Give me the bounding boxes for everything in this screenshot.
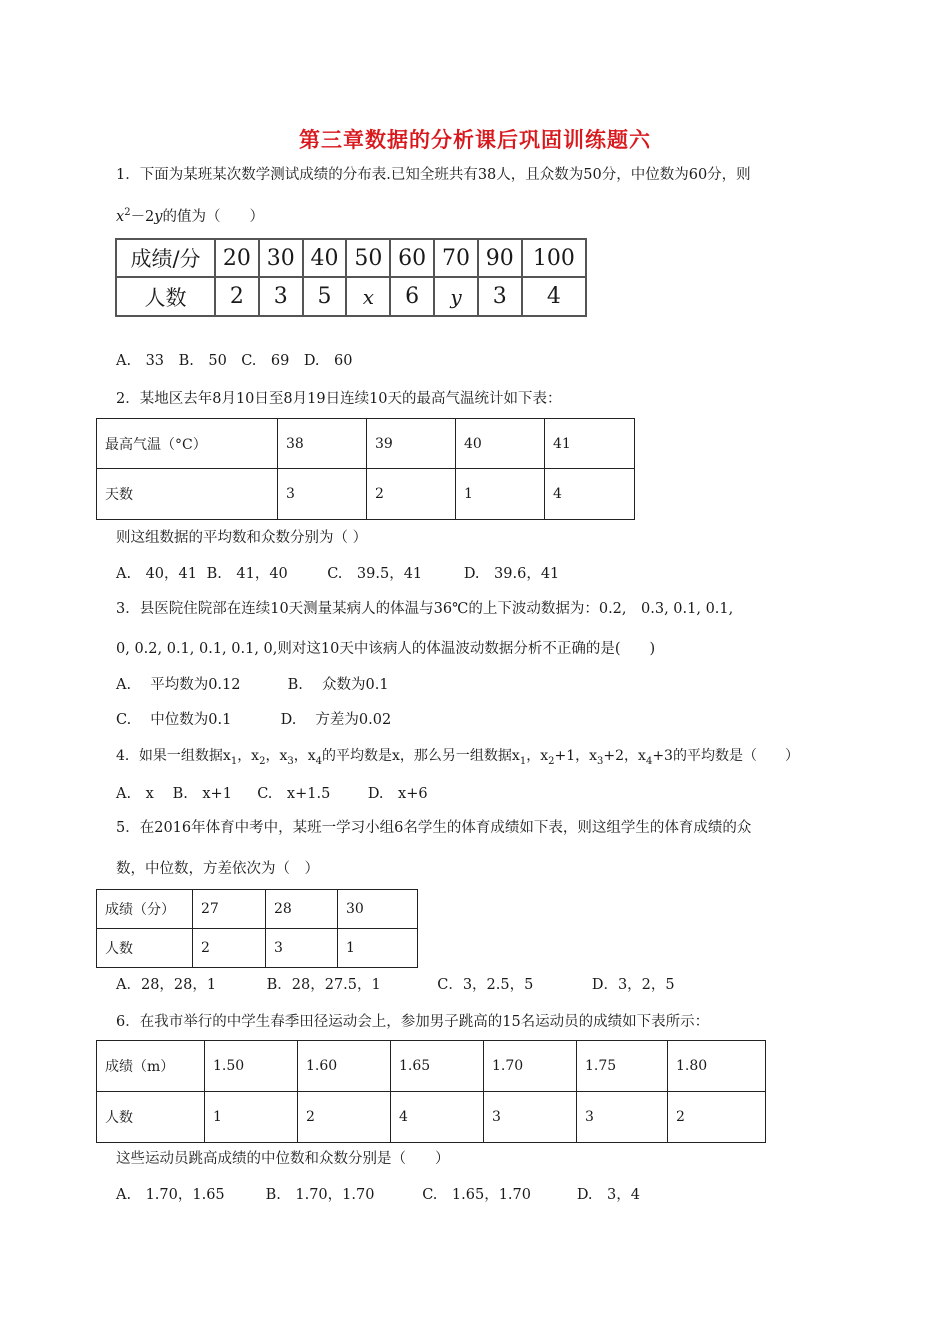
q1-option-c[interactable]: C. 69 (241, 353, 290, 369)
q4-option-c[interactable]: C. x+1.5 (257, 786, 331, 802)
table-cell: 28 (266, 890, 338, 929)
table-cell: 4 (391, 1092, 484, 1143)
table-cell: 成绩/分 (116, 239, 215, 277)
table-cell: 1 (205, 1092, 298, 1143)
q6-option-a[interactable]: A. 1.70，1.65 (116, 1187, 225, 1203)
q2-stem: 2．某地区去年8月10日至8月19日连续10天的最高气温统计如下表： (116, 391, 562, 407)
q1-option-a[interactable]: A. 33 (116, 353, 165, 369)
q4-sub: 1 (230, 755, 238, 767)
table-cell: 3 (577, 1092, 668, 1143)
q4-sub: 4 (645, 755, 653, 767)
q6-option-c[interactable]: C. 1.65，1.70 (422, 1187, 531, 1203)
q6-highjump-table (96, 1040, 766, 1143)
q6-option-d[interactable]: D. 3，4 (576, 1187, 640, 1203)
q1-score-table (115, 238, 587, 317)
table-cell: 40 (456, 419, 545, 469)
q1-option-d[interactable]: D. 60 (303, 353, 353, 369)
table-cell: 6 (390, 277, 434, 316)
q5-option-b[interactable]: B．28，27.5，1 (266, 977, 381, 993)
q2-option-c[interactable]: C. 39.5，41 (327, 566, 423, 582)
q4-text: +1，x (554, 748, 598, 764)
q2-options (116, 562, 559, 583)
q5-option-c[interactable]: C．3，2.5，5 (437, 977, 534, 993)
q4-stem (116, 745, 799, 767)
q1-expr-sup: 2 (124, 207, 131, 219)
q2-question: 则这组数据的平均数和众数分别为（ ） (116, 530, 368, 546)
q2-option-d[interactable]: D. 39.6，41 (463, 566, 560, 582)
q2-option-a[interactable]: A. 40，41 (116, 566, 197, 582)
q4-text: ，x (293, 748, 316, 764)
q3-option-d[interactable]: D. 方差为0.02 (280, 712, 392, 728)
q3-option-b[interactable]: B. 众数为0.1 (287, 677, 389, 693)
table-cell: 4 (545, 469, 635, 520)
q5-option-d[interactable]: D．3，2，5 (591, 977, 675, 993)
table-cell: 30 (259, 239, 303, 277)
q5-score-table (96, 889, 418, 968)
q1-stem-line2 (116, 205, 264, 226)
table-cell: 1.70 (484, 1041, 577, 1092)
table-cell: 成绩（分） (97, 890, 193, 929)
table-cell: 3 (484, 1092, 577, 1143)
table-cell: 人数 (116, 277, 215, 316)
q1-stem-line1: 1．下面为某班某次数学测试成绩的分布表.已知全班共有38人，且众数为50分，中位数为60分，则 (116, 167, 751, 183)
table-cell: 100 (522, 239, 586, 277)
table-cell: 3 (478, 277, 522, 316)
q3-stem-line2: 0, 0.2, 0.1, 0.1, 0.1, 0,则对这10天中该病人的体温波动数据分析不正确的是( ) (116, 641, 656, 657)
table-cell: 5 (303, 277, 347, 316)
table-cell: 1.50 (205, 1041, 298, 1092)
q4-sub: 2 (548, 755, 555, 767)
table-cell: 30 (338, 890, 418, 929)
q4-text: ，x (526, 748, 549, 764)
table-cell: 1.65 (391, 1041, 484, 1092)
table-cell: 70 (434, 239, 478, 277)
q3-options-row1 (116, 673, 389, 694)
table-cell: 人数 (97, 1092, 205, 1143)
q5-options (116, 973, 675, 994)
q4-text: ，x (265, 748, 288, 764)
table-cell: 90 (478, 239, 522, 277)
q4-sub: 4 (315, 755, 323, 767)
table-cell: 1.75 (577, 1041, 668, 1092)
table-cell: 1 (338, 929, 418, 968)
q4-text: +2，x (603, 748, 646, 764)
table-cell: 60 (390, 239, 434, 277)
table-cell: 27 (193, 890, 266, 929)
table-cell: 最高气温（°C） (97, 419, 278, 469)
table-cell: 2 (367, 469, 456, 520)
q4-text: 的平均数是x，那么另一组数据x (322, 748, 520, 764)
table-cell: 2 (668, 1092, 766, 1143)
table-cell: 3 (266, 929, 338, 968)
q3-stem-line1: 3．县医院住院部在连续10天测量某病人的体温与36℃的上下波动数据为：0.2, 0.3, 0.1, 0.1, (116, 601, 734, 617)
table-cell: 2 (193, 929, 266, 968)
q1-option-b[interactable]: B. 50 (178, 353, 227, 369)
q1-expr-tail: 的值为（ ） (162, 209, 264, 225)
q3-option-a[interactable]: A. 平均数为0.12 (116, 677, 241, 693)
q4-text: +3的平均数是（ ） (652, 748, 799, 764)
q5-option-a[interactable]: A．28，28，1 (116, 977, 217, 993)
q3-options-row2 (116, 708, 391, 729)
table-cell: 1.80 (668, 1041, 766, 1092)
table-cell: 3 (259, 277, 303, 316)
table-cell: 天数 (97, 469, 278, 520)
table-cell: 1 (456, 469, 545, 520)
q4-text: 4．如果一组数据x (116, 748, 231, 764)
q2-option-b[interactable]: B. 41，40 (206, 566, 288, 582)
q5-stem-line2: 数，中位数，方差依次为（ ） (116, 861, 319, 877)
q6-stem: 6．在我市举行的中学生春季田径运动会上，参加男子跳高的15名运动员的成绩如下表所示： (116, 1014, 710, 1030)
table-cell: 4 (522, 277, 586, 316)
q5-stem-line1: 5．在2016年体育中考中，某班一学习小组6名学生的体育成绩如下表，则这组学生的体育成绩的众 (116, 820, 752, 836)
q2-temperature-table (96, 418, 635, 520)
table-cell: 成绩（m） (97, 1041, 205, 1092)
table-cell: 41 (545, 419, 635, 469)
q4-option-b[interactable]: B. x+1 (172, 786, 232, 802)
q4-sub: 1 (519, 755, 527, 767)
q6-question: 这些运动员跳高成绩的中位数和众数分别是（ ） (116, 1151, 450, 1167)
table-cell: 1.60 (298, 1041, 391, 1092)
table-cell: 2 (298, 1092, 391, 1143)
q1-expr-y: y (154, 209, 163, 225)
q3-option-c[interactable]: C. 中位数为0.1 (116, 712, 232, 728)
table-cell: 38 (278, 419, 367, 469)
q4-option-d[interactable]: D. x+6 (367, 786, 428, 802)
table-cell: x (346, 277, 390, 316)
table-cell: y (434, 277, 478, 316)
table-cell: 20 (215, 239, 259, 277)
table-cell: 39 (367, 419, 456, 469)
q4-option-a[interactable]: A. x (116, 786, 154, 802)
q4-sub: 3 (287, 755, 294, 767)
q6-options (116, 1183, 640, 1204)
q6-option-b[interactable]: B. 1.70，1.70 (265, 1187, 375, 1203)
q1-expr-x: x (116, 209, 125, 225)
q4-options (116, 782, 428, 803)
q4-sub: 3 (597, 755, 604, 767)
q4-sub: 2 (259, 755, 266, 767)
table-cell: 3 (278, 469, 367, 520)
q1-expr-mid: －2 (130, 209, 155, 225)
page-title: 第三章数据的分析课后巩固训练题六 (299, 128, 651, 152)
q4-text: ，x (237, 748, 260, 764)
table-cell: 人数 (97, 929, 193, 968)
table-cell: 2 (215, 277, 259, 316)
q1-options (116, 349, 353, 370)
table-cell: 50 (346, 239, 390, 277)
table-cell: 40 (303, 239, 347, 277)
